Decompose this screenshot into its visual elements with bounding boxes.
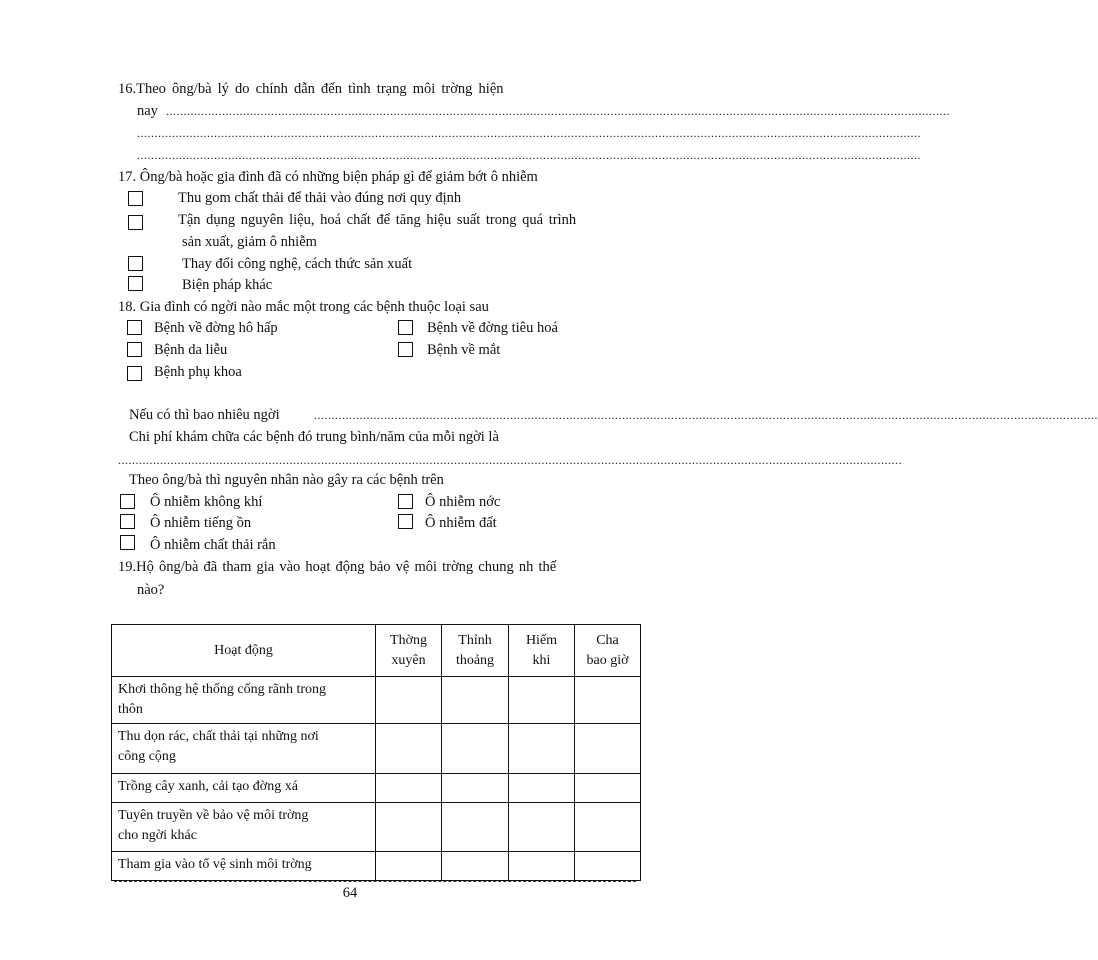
q16-answer-line-2[interactable]: ................................................................................................................................................................................................................................	[137, 126, 921, 140]
table-row	[112, 803, 641, 852]
q18-title: 18. Gia đình có ngời nào mắc một trong các bệnh thuộc loại sau	[118, 299, 489, 315]
q18-cause5-checkbox[interactable]	[120, 535, 135, 550]
header-frequently: Thờng xuyên	[376, 625, 442, 677]
q18-cause1-checkbox[interactable]	[120, 494, 135, 509]
q18-count-label: Nếu có thì bao nhiêu ngời	[129, 407, 280, 423]
answer-cell[interactable]	[575, 774, 641, 803]
table-row	[112, 852, 641, 881]
answer-cell[interactable]	[575, 852, 641, 881]
table-header-row	[112, 625, 641, 677]
activity-cell: Tuyên truyền về bảo vệ môi trờng cho ngời khác	[112, 803, 376, 852]
answer-cell[interactable]	[376, 724, 442, 774]
table-row	[112, 677, 641, 724]
q18-cause2-label: Ô nhiễm nớc	[425, 494, 501, 510]
q18-disease4-label: Bệnh về mắt	[427, 342, 501, 358]
q17-option2-label-cont: sản xuất, giảm ô nhiễm	[182, 234, 317, 250]
q18-cause4-label: Ô nhiễm đất	[425, 515, 497, 531]
q17-option3-checkbox[interactable]	[128, 256, 143, 271]
q18-cause-title: Theo ông/bà thì nguyên nhân nào gây ra các bệnh trên	[129, 472, 444, 488]
q18-cause3-checkbox[interactable]	[120, 514, 135, 529]
answer-cell[interactable]	[509, 724, 575, 774]
header-rarely: Hiếm khi	[509, 625, 575, 677]
answer-cell[interactable]	[442, 724, 509, 774]
answer-cell[interactable]	[376, 774, 442, 803]
q18-cause4-checkbox[interactable]	[398, 514, 413, 529]
q17-option1-checkbox[interactable]	[128, 191, 143, 206]
q18-disease3-checkbox[interactable]	[127, 342, 142, 357]
q18-cause5-label: Ô nhiễm chất thải rắn	[150, 537, 276, 553]
q16-text-cont: nay	[137, 103, 158, 119]
q17-title: 17. Ông/bà hoặc gia đình đã có những biện pháp gì để giảm bớt ô nhiễm	[118, 169, 538, 185]
q17-option2-checkbox[interactable]	[128, 215, 143, 230]
header-activity: Hoạt động	[112, 625, 376, 677]
q19-title: 19.Hộ ông/bà đã tham gia vào hoạt động bảo vệ môi trờng chung nh thế	[118, 559, 557, 575]
answer-cell[interactable]	[376, 852, 442, 881]
footer-divider	[114, 881, 636, 882]
q18-disease1-checkbox[interactable]	[127, 320, 142, 335]
table-row	[112, 724, 641, 774]
activity-cell: Khơi thông hệ thống cống rãnh trong thôn	[112, 677, 376, 724]
header-occasionally: Thỉnh thoảng	[442, 625, 509, 677]
answer-cell[interactable]	[575, 677, 641, 724]
header-never: Cha bao giờ	[575, 625, 641, 677]
answer-cell[interactable]	[442, 774, 509, 803]
q18-cause3-label: Ô nhiễm tiếng ồn	[150, 515, 252, 531]
q17-option4-checkbox[interactable]	[128, 276, 143, 291]
q16-answer-line-1[interactable]: ................................................................................................................................................................................................................................	[166, 104, 950, 118]
q19-title-cont: nào?	[137, 582, 165, 598]
q18-disease2-label: Bệnh về đờng tiêu hoá	[427, 320, 558, 336]
answer-cell[interactable]	[509, 774, 575, 803]
activity-cell: Thu dọn rác, chất thải tại những nơi công cộng	[112, 724, 376, 774]
q17-option2-label: Tận dụng nguyên liệu, hoá chất để tăng hiệu suất trong quá trình	[178, 212, 577, 228]
q17-option4-label: Biện pháp khác	[182, 277, 273, 293]
page-number: 64	[342, 885, 358, 901]
answer-cell[interactable]	[509, 852, 575, 881]
q16-text: 16.Theo ông/bà lý do chính dẫn đến tình trạng môi trờng hiện	[118, 81, 504, 97]
q18-disease4-checkbox[interactable]	[398, 342, 413, 357]
q18-disease5-label: Bệnh phụ khoa	[154, 364, 242, 380]
activity-cell: Tham gia vào tổ vệ sinh môi trờng	[112, 852, 376, 881]
q18-disease1-label: Bệnh về đờng hô hấp	[154, 320, 278, 336]
q18-disease2-checkbox[interactable]	[398, 320, 413, 335]
answer-cell[interactable]	[376, 677, 442, 724]
q18-disease3-label: Bệnh da liễu	[154, 342, 228, 358]
q17-option1-label: Thu gom chất thải để thải vào đúng nơi quy định	[178, 190, 462, 206]
answer-cell[interactable]	[442, 852, 509, 881]
q18-count-answer[interactable]: ................................................................................................................................................................................................................................	[314, 408, 1098, 422]
answer-cell[interactable]	[442, 803, 509, 852]
answer-cell[interactable]	[575, 803, 641, 852]
activity-table	[111, 624, 641, 881]
answer-cell[interactable]	[575, 724, 641, 774]
q18-cause1-label: Ô nhiễm không khí	[150, 494, 263, 510]
table-row	[112, 774, 641, 803]
answer-cell[interactable]	[442, 677, 509, 724]
answer-cell[interactable]	[509, 677, 575, 724]
q18-cause2-checkbox[interactable]	[398, 494, 413, 509]
q18-disease5-checkbox[interactable]	[127, 366, 142, 381]
q17-option3-label: Thay đổi công nghệ, cách thức sản xuất	[182, 256, 413, 272]
q18-cost-answer[interactable]: ................................................................................................................................................................................................................................	[118, 453, 902, 467]
q16-answer-line-3[interactable]: ................................................................................................................................................................................................................................	[137, 148, 921, 162]
answer-cell[interactable]	[376, 803, 442, 852]
answer-cell[interactable]	[509, 803, 575, 852]
activity-cell: Trồng cây xanh, cải tạo đờng xá	[112, 774, 376, 803]
q18-cost-label: Chi phí khám chữa các bệnh đó trung bình/năm của mỗi ngời là	[129, 429, 499, 445]
